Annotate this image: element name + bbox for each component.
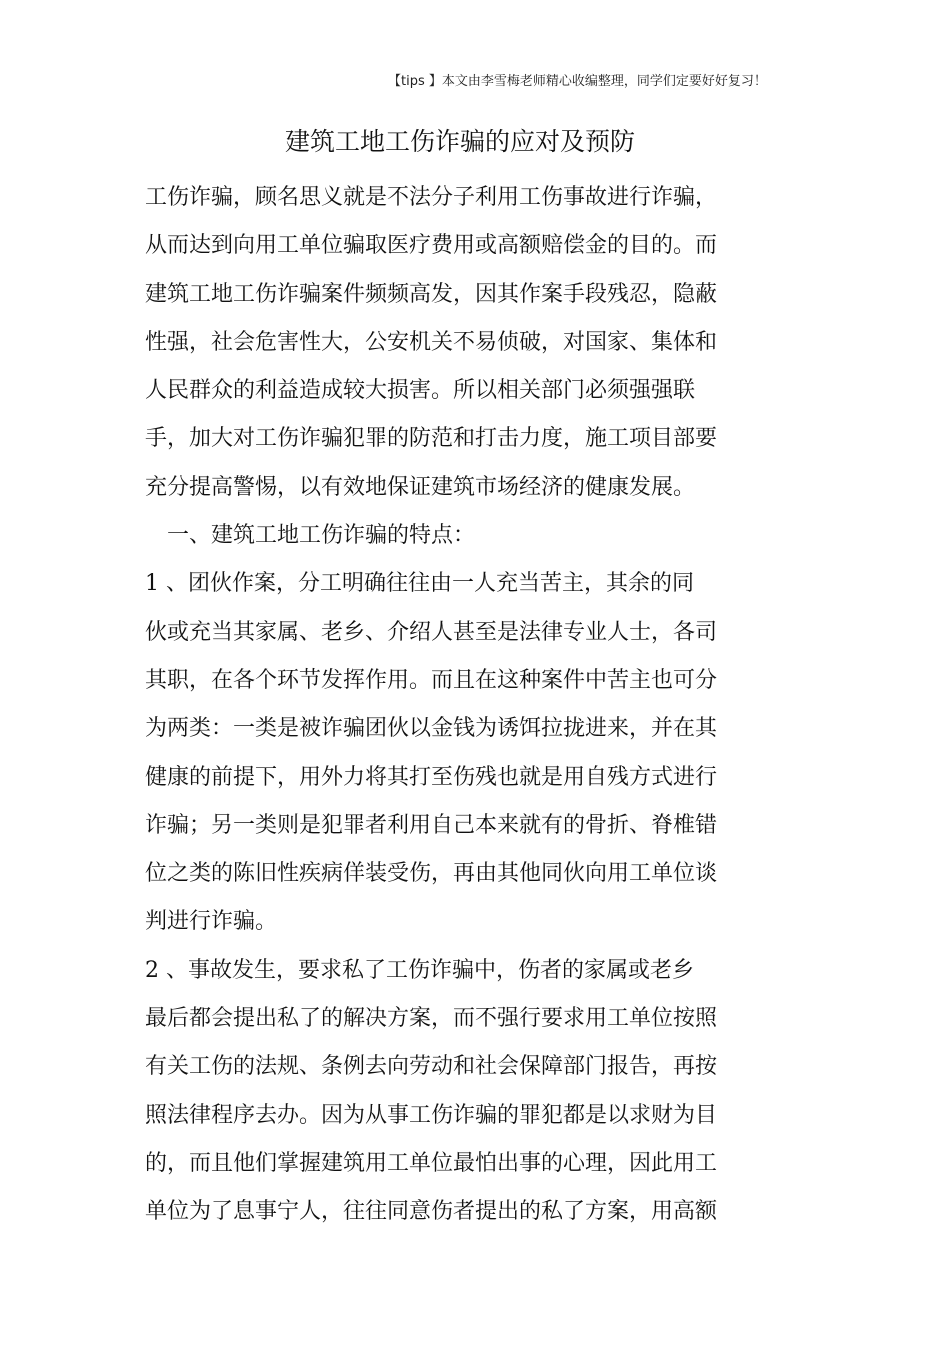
document-body: [145, 174, 745, 1237]
body-line: 其职，在各个环节发挥作用。而且在这种案件中苦主也可分: [145, 667, 718, 693]
body-line: 性强，社会危害性大，公安机关不易侦破，对国家、集体和: [145, 329, 718, 355]
body-line: 充分提高警惕，以有效地保证建筑市场经济的健康发展。: [145, 474, 696, 500]
body-line: 健康的前提下，用外力将其打至伤残也就是用自残方式进行: [145, 764, 718, 790]
document-title: 建筑工地工伤诈骗的应对及预防: [284, 127, 635, 156]
body-line: 诈骗；另一类则是犯罪者利用自己本来就有的骨折、脊椎错: [145, 812, 718, 838]
body-line: 位之类的陈旧性疾病佯装受伤，再由其他同伙向用工单位谈: [145, 861, 718, 887]
body-line: 建筑工地工伤诈骗案件频频高发，因其作案手段残忍，隐蔽: [145, 281, 718, 307]
body-line: 伙或充当其家属、老乡、介绍人甚至是法律专业人士，各司: [145, 619, 718, 645]
tips-note: 【tips 】本文由李雪梅老师精心收编整理，同学们定要好好复习！: [388, 74, 767, 89]
body-line: 从而达到向用工单位骗取医疗费用或高额赔偿金的目的。而: [145, 233, 718, 259]
body-line: 1 、团伙作案，分工明确往往由一人充当苦主，其余的同: [145, 571, 694, 597]
body-line: 判进行诈骗。: [145, 909, 278, 935]
body-line: 有关工伤的法规、条例去向劳动和社会保障部门报告，再按: [145, 1054, 718, 1080]
section-heading: 一、建筑工地工伤诈骗的特点：: [145, 523, 476, 549]
body-line: 单位为了息事宁人，往往同意伤者提出的私了方案，用高额: [145, 1199, 718, 1225]
body-line: 最后都会提出私了的解决方案，而不强行要求用工单位按照: [145, 1006, 718, 1032]
body-line: 人民群众的利益造成较大损害。所以相关部门必须强强联: [145, 378, 696, 404]
body-line: 照法律程序去办。因为从事工伤诈骗的罪犯都是以求财为目: [145, 1102, 718, 1128]
body-line: 2 、事故发生，要求私了工伤诈骗中，伤者的家属或老乡: [145, 957, 694, 983]
body-line: 的，而且他们掌握建筑用工单位最怕出事的心理，因此用工: [145, 1150, 718, 1176]
body-line: 为两类：一类是被诈骗团伙以金钱为诱饵拉拢进来，并在其: [145, 716, 718, 742]
body-line: 工伤诈骗，顾名思义就是不法分子利用工伤事故进行诈骗，: [145, 185, 718, 210]
body-line: 手，加大对工伤诈骗犯罪的防范和打击力度，施工项目部要: [145, 426, 718, 452]
